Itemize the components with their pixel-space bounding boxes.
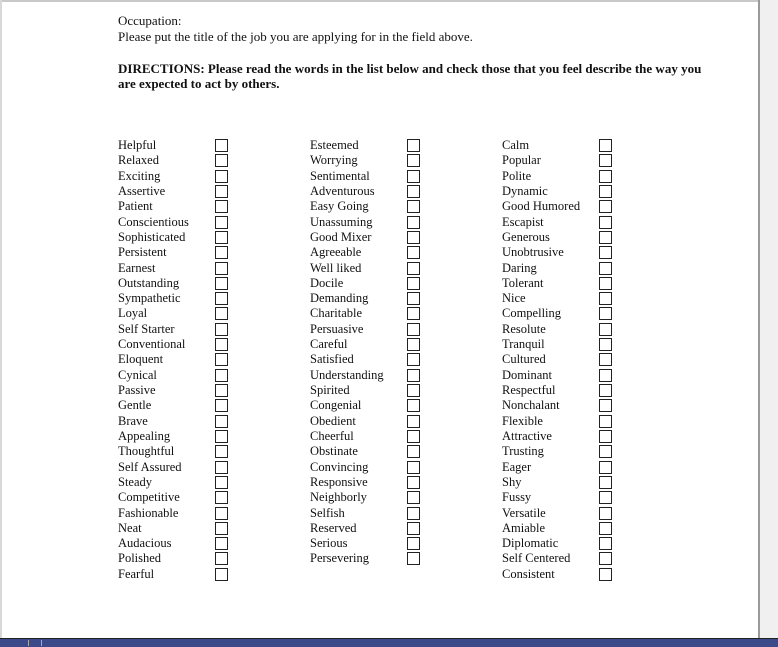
adjective-label: Sympathetic	[118, 291, 181, 306]
checklist-item	[118, 536, 238, 551]
adjective-checkbox[interactable]	[215, 154, 228, 167]
adjective-checkbox[interactable]	[215, 200, 228, 213]
adjective-label: Self Centered	[502, 551, 571, 566]
adjective-label: Assertive	[118, 183, 166, 198]
adjective-label: Patient	[118, 199, 153, 214]
adjective-checkbox[interactable]	[407, 323, 420, 336]
adjective-checkbox[interactable]	[407, 139, 420, 152]
checklist-item	[118, 444, 238, 459]
adjective-label: Generous	[502, 229, 550, 244]
checklist-item	[310, 322, 430, 337]
adjective-label: Spirited	[310, 383, 350, 397]
adjective-checkbox[interactable]	[407, 154, 420, 167]
adjective-checkbox[interactable]	[599, 369, 612, 382]
adjective-label: Worrying	[310, 153, 358, 168]
checklist-item	[118, 184, 238, 199]
adjective-label: Loyal	[118, 306, 148, 321]
checklist-item	[310, 506, 430, 521]
adjective-checkbox[interactable]	[599, 139, 612, 152]
checklist-item	[502, 383, 622, 398]
checklist-item	[310, 184, 430, 199]
adjective-label: Easy Going	[310, 199, 369, 214]
adjective-checkbox[interactable]	[599, 552, 612, 565]
adjective-column-3	[502, 138, 622, 582]
adjective-label: Well liked	[310, 260, 362, 275]
checklist-item	[118, 153, 238, 168]
checklist-item	[502, 475, 622, 490]
adjective-checkbox[interactable]	[599, 537, 612, 550]
checklist-item	[118, 215, 238, 230]
checklist-item	[310, 429, 430, 444]
adjective-checkbox[interactable]	[407, 369, 420, 382]
checklist-item	[310, 215, 430, 230]
adjective-label: Audacious	[118, 536, 172, 551]
adjective-checkbox[interactable]	[599, 338, 612, 351]
adjective-checkbox[interactable]	[599, 445, 612, 458]
adjective-checkbox[interactable]	[599, 522, 612, 535]
adjective-checkbox[interactable]	[215, 216, 228, 229]
adjective-label: Shy	[502, 474, 522, 489]
adjective-label: Respectful	[502, 383, 556, 397]
checklist-item	[502, 506, 622, 521]
adjective-label: Trusting	[502, 444, 544, 459]
adjective-label: Cynical	[118, 367, 157, 382]
adjective-checkbox[interactable]	[407, 246, 420, 259]
form-header	[118, 13, 718, 45]
checklist-item	[310, 169, 430, 184]
adjective-checkbox[interactable]	[407, 262, 420, 275]
adjective-label: Relaxed	[118, 153, 159, 168]
adjective-label: Esteemed	[310, 138, 359, 152]
adjective-checkbox[interactable]	[407, 445, 420, 458]
adjective-label: Outstanding	[118, 275, 180, 290]
adjective-label: Versatile	[502, 505, 546, 520]
adjective-checkbox[interactable]	[407, 185, 420, 198]
adjective-label: Agreeable	[310, 245, 362, 260]
adjective-checkbox[interactable]	[215, 277, 228, 290]
adjective-checkbox[interactable]	[407, 552, 420, 565]
checklist-item	[502, 199, 622, 214]
checklist-item	[310, 398, 430, 413]
adjective-label: Eloquent	[118, 352, 164, 367]
adjective-checkbox[interactable]	[215, 231, 228, 244]
adjective-label: Appealing	[118, 428, 171, 443]
checklist-item	[118, 276, 238, 291]
checklist-item	[310, 368, 430, 383]
checklist-item	[310, 490, 430, 505]
checklist-item	[502, 398, 622, 413]
adjective-checkbox[interactable]	[599, 154, 612, 167]
adjective-checkbox[interactable]	[215, 491, 228, 504]
adjective-label: Responsive	[310, 474, 368, 489]
adjective-checkbox[interactable]	[407, 277, 420, 290]
checklist-item	[310, 444, 430, 459]
adjective-label: Competitive	[118, 490, 180, 505]
adjective-checkbox[interactable]	[215, 552, 228, 565]
checklist-item	[310, 199, 430, 214]
adjective-label: Passive	[118, 383, 156, 397]
checklist-item	[310, 475, 430, 490]
adjective-label: Persuasive	[310, 321, 364, 336]
checklist-item	[310, 536, 430, 551]
adjective-checkbox[interactable]	[599, 307, 612, 320]
checklist-item	[502, 414, 622, 429]
checklist-item	[310, 414, 430, 429]
checklist-item	[502, 245, 622, 260]
checklist-item	[118, 337, 238, 352]
adjective-label: Helpful	[118, 138, 157, 152]
adjective-label: Fearful	[118, 566, 155, 581]
checklist-item	[310, 291, 430, 306]
checklist-item	[118, 322, 238, 337]
adjective-label: Consistent	[502, 566, 555, 581]
adjective-label: Conventional	[118, 337, 186, 352]
checklist-item	[118, 169, 238, 184]
adjective-checkbox[interactable]	[215, 445, 228, 458]
checklist-item	[502, 184, 622, 199]
viewer-background-strip	[760, 0, 778, 640]
adjective-label: Calm	[502, 138, 530, 152]
adjective-label: Unassuming	[310, 214, 373, 229]
checklist-item	[310, 551, 430, 566]
checklist-item	[118, 490, 238, 505]
checklist-item	[502, 429, 622, 444]
checklist-item	[310, 306, 430, 321]
adjective-label: Thoughtful	[118, 444, 175, 459]
adjective-checkbox[interactable]	[215, 353, 228, 366]
adjective-label: Diplomatic	[502, 536, 559, 551]
adjective-label: Cheerful	[310, 428, 354, 443]
adjective-checkbox[interactable]	[599, 415, 612, 428]
adjective-label: Neat	[118, 520, 142, 535]
adjective-label: Cultured	[502, 352, 546, 367]
checklist-item	[502, 291, 622, 306]
adjective-label: Fashionable	[118, 505, 179, 520]
adjective-checkbox[interactable]	[215, 323, 228, 336]
checklist-item	[502, 490, 622, 505]
adjective-label: Charitable	[310, 306, 363, 321]
adjective-label: Nice	[502, 291, 526, 306]
adjective-checkbox[interactable]	[407, 507, 420, 520]
checklist-item	[310, 383, 430, 398]
checklist-item	[310, 276, 430, 291]
checklist-item	[310, 153, 430, 168]
adjective-label: Unobtrusive	[502, 245, 564, 260]
checklist-item	[310, 337, 430, 352]
adjective-label: Earnest	[118, 260, 156, 275]
adjective-label: Tolerant	[502, 275, 544, 290]
checklist-item	[502, 215, 622, 230]
adjective-checkbox[interactable]	[215, 170, 228, 183]
checklist-item	[118, 368, 238, 383]
checklist-item	[118, 383, 238, 398]
adjective-label: Tranquil	[502, 337, 545, 352]
adjective-label: Obstinate	[310, 444, 358, 459]
checklist-item	[502, 352, 622, 367]
occupation-label: Occupation:	[118, 13, 182, 28]
adjective-label: Polished	[118, 551, 162, 566]
adjective-checkbox[interactable]	[407, 537, 420, 550]
checklist-item	[118, 460, 238, 475]
window-top-border	[0, 0, 778, 2]
adjective-checkbox[interactable]	[215, 537, 228, 550]
occupation-hint: Please put the title of the job you are applying for in the field above.	[118, 29, 473, 44]
adjective-checkbox[interactable]	[407, 231, 420, 244]
adjective-checkbox[interactable]	[215, 476, 228, 489]
checklist-item	[310, 521, 430, 536]
adjective-checkbox[interactable]	[407, 491, 420, 504]
checklist-item	[502, 322, 622, 337]
directions-text: DIRECTIONS: Please read the words in the list below and check those that you feel describe the way you are expected to act by others.	[118, 61, 702, 91]
adjective-checkbox[interactable]	[215, 246, 228, 259]
checklist-item	[502, 153, 622, 168]
checklist-item	[502, 368, 622, 383]
window-left-border	[0, 0, 2, 646]
checklist-item	[310, 261, 430, 276]
adjective-label: Selfish	[310, 505, 345, 520]
adjective-label: Adventurous	[310, 183, 375, 198]
checklist-item	[502, 138, 622, 153]
adjective-label: Docile	[310, 275, 344, 290]
adjective-checkbox[interactable]	[215, 369, 228, 382]
adjective-checkbox[interactable]	[599, 491, 612, 504]
adjective-label: Good Mixer	[310, 229, 372, 244]
checklist-item	[502, 261, 622, 276]
checklist-item	[118, 398, 238, 413]
checklist-item	[310, 230, 430, 245]
adjective-checkbox[interactable]	[599, 461, 612, 474]
adjective-checkbox[interactable]	[599, 231, 612, 244]
adjective-label: Neighborly	[310, 490, 367, 505]
adjective-checkbox[interactable]	[599, 292, 612, 305]
adjective-checkbox[interactable]	[215, 568, 228, 581]
checklist-item	[310, 460, 430, 475]
checklist-item	[502, 276, 622, 291]
adjective-label: Self Assured	[118, 459, 182, 474]
adjective-checkbox[interactable]	[407, 476, 420, 489]
adjective-label: Persistent	[118, 245, 167, 260]
adjective-label: Serious	[310, 536, 348, 551]
adjective-checkbox[interactable]	[215, 307, 228, 320]
adjective-checkbox[interactable]	[407, 399, 420, 412]
adjective-label: Demanding	[310, 291, 369, 306]
adjective-label: Good Humored	[502, 199, 581, 214]
adjective-label: Reserved	[310, 520, 357, 535]
checklist-item	[502, 536, 622, 551]
adjective-label: Daring	[502, 260, 537, 275]
adjective-checkbox[interactable]	[599, 384, 612, 397]
adjective-checkbox[interactable]	[407, 384, 420, 397]
checklist-item	[118, 261, 238, 276]
adjective-checkbox[interactable]	[599, 246, 612, 259]
checklist-item	[502, 230, 622, 245]
checklist-item	[118, 429, 238, 444]
adjective-checkbox[interactable]	[407, 216, 420, 229]
adjective-column-1	[118, 138, 238, 582]
adjective-label: Brave	[118, 413, 148, 428]
adjective-label: Gentle	[118, 398, 152, 413]
checklist-item	[502, 306, 622, 321]
checklist-item	[502, 551, 622, 566]
adjective-label: Self Starter	[118, 321, 175, 336]
adjective-checkbox[interactable]	[599, 170, 612, 183]
adjective-checkbox[interactable]	[407, 292, 420, 305]
checklist-item	[310, 245, 430, 260]
taskbar-tab[interactable]	[28, 640, 42, 646]
checklist-item	[118, 551, 238, 566]
adjective-checkbox[interactable]	[215, 430, 228, 443]
checklist-item	[118, 199, 238, 214]
checklist-item	[118, 291, 238, 306]
adjective-checkbox[interactable]	[599, 353, 612, 366]
adjective-checkbox[interactable]	[215, 399, 228, 412]
checklist-item	[118, 306, 238, 321]
checklist-item	[118, 506, 238, 521]
adjective-checkbox[interactable]	[215, 384, 228, 397]
adjective-label: Amiable	[502, 520, 546, 535]
adjective-checkbox[interactable]	[599, 323, 612, 336]
adjective-label: Dynamic	[502, 183, 548, 198]
adjective-label: Congenial	[310, 398, 362, 413]
adjective-checkbox[interactable]	[407, 200, 420, 213]
adjective-label: Dominant	[502, 367, 552, 382]
adjective-checkbox[interactable]	[599, 399, 612, 412]
checklist-item	[118, 475, 238, 490]
adjective-checkbox[interactable]	[215, 507, 228, 520]
adjective-checkbox[interactable]	[407, 415, 420, 428]
adjective-label: Sentimental	[310, 168, 370, 183]
checklist-item	[502, 521, 622, 536]
adjective-label: Compelling	[502, 306, 562, 321]
checklist-item	[118, 230, 238, 245]
checklist-item	[310, 138, 430, 153]
adjective-checkbox[interactable]	[215, 461, 228, 474]
adjective-label: Understanding	[310, 367, 384, 382]
adjective-checkbox[interactable]	[407, 307, 420, 320]
adjective-checkbox[interactable]	[215, 292, 228, 305]
adjective-label: Conscientious	[118, 214, 189, 229]
adjective-checkbox[interactable]	[215, 415, 228, 428]
adjective-checkbox[interactable]	[407, 461, 420, 474]
adjective-checkbox[interactable]	[599, 507, 612, 520]
checklist-item	[502, 460, 622, 475]
adjective-label: Convincing	[310, 459, 369, 474]
adjective-checkbox[interactable]	[599, 476, 612, 489]
adjective-checkbox[interactable]	[407, 353, 420, 366]
checklist-item	[502, 444, 622, 459]
adjective-label: Persevering	[310, 551, 370, 566]
adjective-checkbox[interactable]	[215, 185, 228, 198]
adjective-checkbox[interactable]	[599, 216, 612, 229]
checklist-item	[118, 414, 238, 429]
adjective-label: Satisfied	[310, 352, 354, 367]
adjective-checkbox[interactable]	[407, 522, 420, 535]
adjective-label: Flexible	[502, 413, 543, 428]
adjective-label: Nonchalant	[502, 398, 560, 413]
adjective-label: Obedient	[310, 413, 356, 428]
checklist-item	[502, 567, 622, 582]
adjective-checkbox[interactable]	[599, 262, 612, 275]
checklist-item	[502, 337, 622, 352]
adjective-label: Fussy	[502, 490, 532, 505]
checklist-item	[118, 352, 238, 367]
adjective-checkbox[interactable]	[215, 522, 228, 535]
checklist-item	[118, 567, 238, 582]
adjective-checkbox[interactable]	[407, 430, 420, 443]
adjective-checkbox[interactable]	[599, 185, 612, 198]
adjective-label: Steady	[118, 474, 153, 489]
adjective-label: Attractive	[502, 428, 552, 443]
adjective-label: Sophisticated	[118, 229, 186, 244]
adjective-label: Resolute	[502, 321, 546, 336]
adjective-label: Eager	[502, 459, 532, 474]
checklist-item	[502, 169, 622, 184]
checklist-item	[118, 245, 238, 260]
adjective-checkbox[interactable]	[599, 277, 612, 290]
checklist-item	[118, 138, 238, 153]
adjective-column-2	[310, 138, 430, 567]
adjective-checkbox[interactable]	[215, 262, 228, 275]
checklist-item	[118, 521, 238, 536]
adjective-label: Popular	[502, 153, 541, 168]
adjective-checkbox[interactable]	[599, 430, 612, 443]
adjective-label: Polite	[502, 168, 532, 183]
adjective-checkbox[interactable]	[599, 568, 612, 581]
adjective-checkbox[interactable]	[215, 139, 228, 152]
adjective-checkbox[interactable]	[407, 338, 420, 351]
adjective-checkbox[interactable]	[215, 338, 228, 351]
adjective-checkbox[interactable]	[407, 170, 420, 183]
adjective-label: Careful	[310, 337, 348, 352]
adjective-checkbox[interactable]	[599, 200, 612, 213]
adjective-label: Exciting	[118, 168, 161, 183]
checklist-item	[310, 352, 430, 367]
adjective-label: Escapist	[502, 214, 544, 229]
